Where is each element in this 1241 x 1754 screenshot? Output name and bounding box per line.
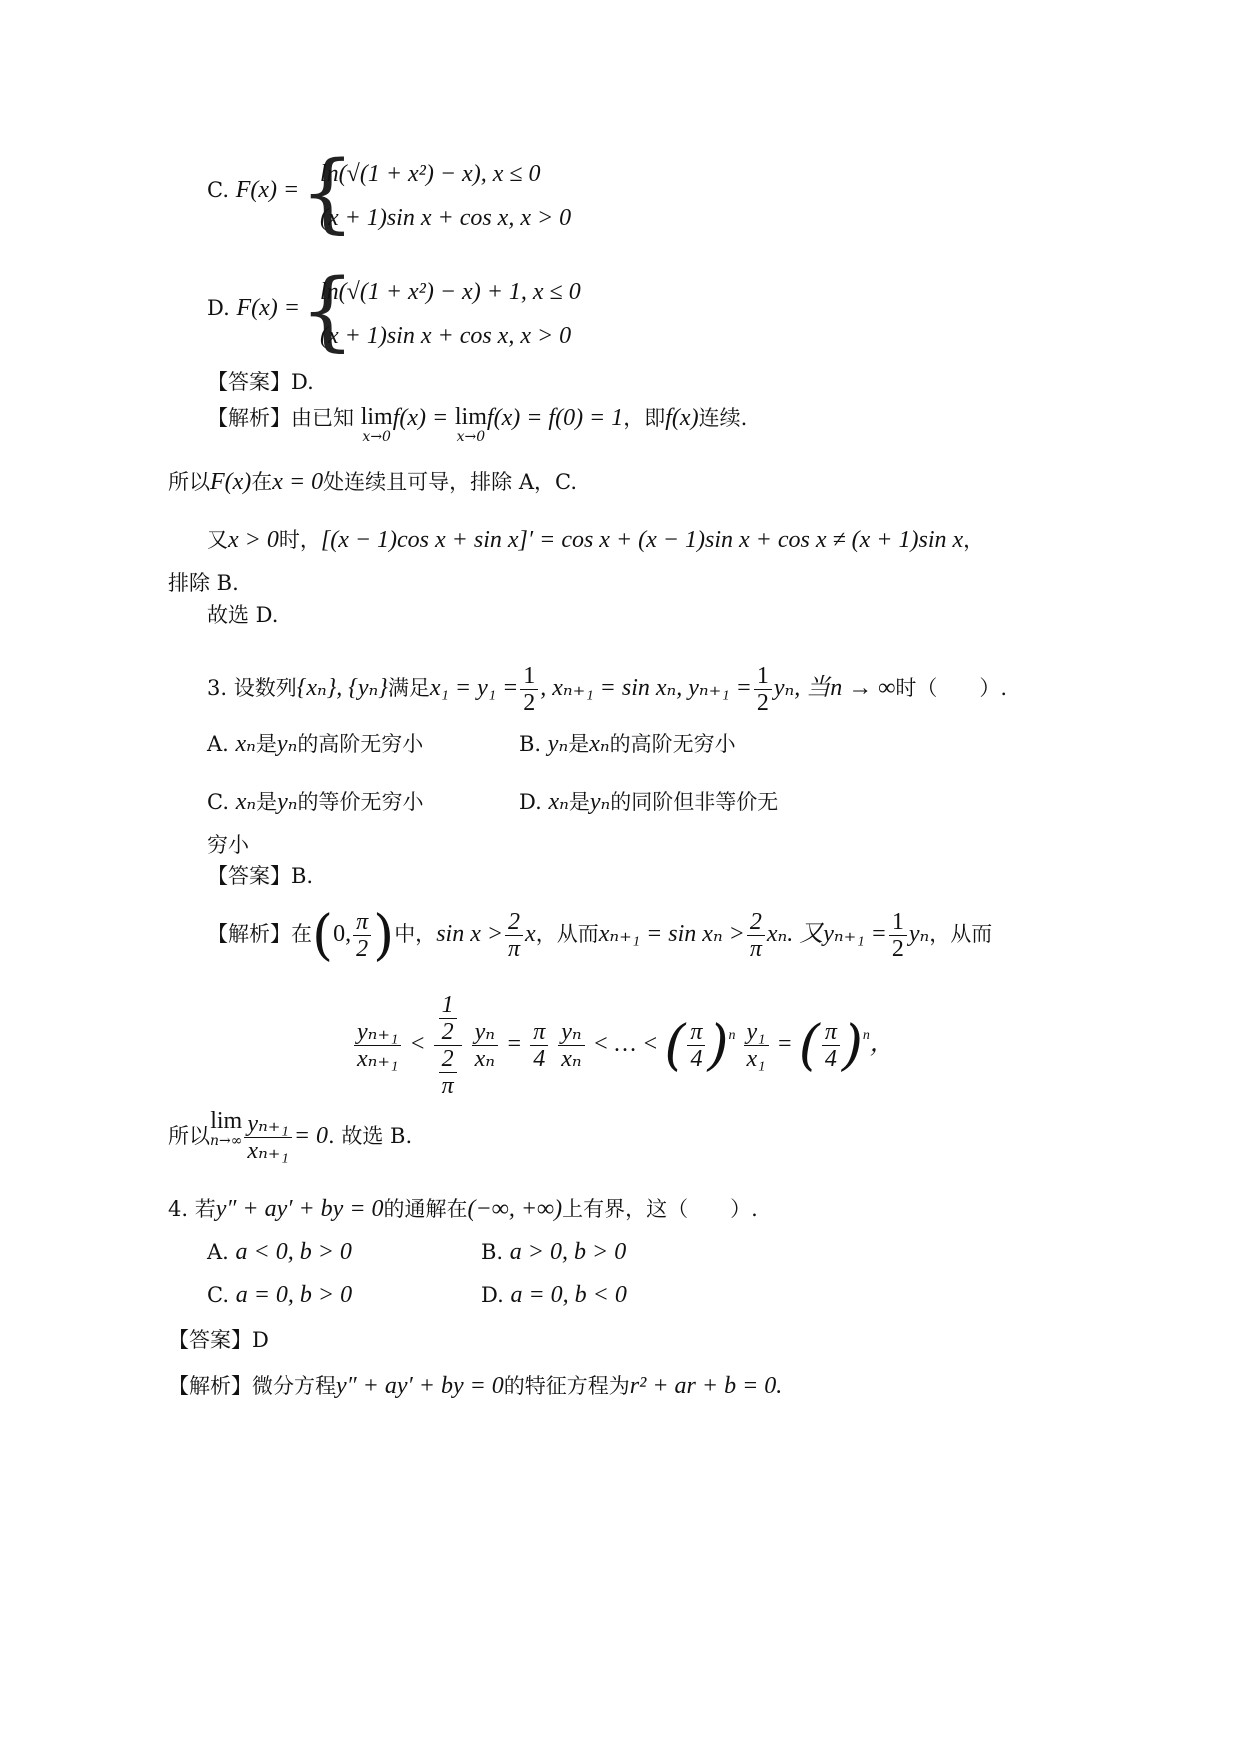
q3-display-formula xyxy=(352,980,894,1101)
text: 是 xyxy=(256,790,278,814)
q2-answer: 【答案】D. xyxy=(207,370,314,394)
denominator: xₙ₊₁ xyxy=(357,1045,399,1072)
text: 所以 xyxy=(168,470,210,494)
fraction-half xyxy=(439,992,457,1045)
analysis-label: 【解析】 xyxy=(207,406,291,430)
fraction-half xyxy=(520,663,538,716)
expr: , xₙ₊₁ = sin xₙ, yₙ₊₁ = xyxy=(540,675,752,701)
expr: (−∞, +∞) xyxy=(467,1196,563,1222)
denominator: π xyxy=(441,1072,454,1099)
q2-line-4: 排除 B. xyxy=(168,571,239,595)
q3-answer: 【答案】B. xyxy=(207,864,314,888)
denominator: 2 xyxy=(891,936,904,962)
analysis-label: 【解析】 xyxy=(207,922,291,946)
denominator: 2 xyxy=(523,690,536,716)
numerator: 1 xyxy=(520,663,538,690)
denominator: xₙ xyxy=(561,1045,582,1072)
q4-answer: 【答案】D xyxy=(168,1328,269,1352)
q2-line-5: 故选 D. xyxy=(207,603,279,627)
expr: xₙ₊₁ = sin xₙ > xyxy=(598,921,745,947)
denominator: xₙ₊₁ xyxy=(247,1138,289,1164)
fraction-y-over-x-next xyxy=(244,1111,291,1164)
option-label: C. xyxy=(207,790,229,814)
text: 的特征方程为 xyxy=(503,1374,630,1398)
q4-option-b xyxy=(481,1238,626,1266)
text: 中， xyxy=(394,922,437,946)
paren-open: ( xyxy=(312,903,334,967)
option-label: A. xyxy=(207,1240,229,1264)
lim-word: lim xyxy=(360,404,393,430)
fraction-2-pi xyxy=(439,1046,457,1099)
fraction-half xyxy=(889,909,907,962)
numerator: 1 xyxy=(754,663,772,690)
expr: a = 0, b < 0 xyxy=(510,1282,627,1308)
exponent-n: n xyxy=(728,1028,736,1043)
q2-line-2 xyxy=(168,468,577,496)
q3-option-b xyxy=(519,730,736,758)
fraction-y-over-x-next xyxy=(354,1019,401,1072)
limit-left xyxy=(361,404,393,444)
numerator: π xyxy=(353,909,371,936)
expr: xₙ xyxy=(766,921,788,947)
piecewise-brace: { xyxy=(300,143,355,243)
expr: x xyxy=(525,921,536,947)
text: 【解析】微分方程 xyxy=(168,1374,336,1398)
option-label: D. xyxy=(519,790,542,814)
text: ， xyxy=(869,1031,894,1057)
q3-conclusion xyxy=(168,1108,412,1164)
expr: xₙ xyxy=(589,731,610,757)
option-label: D. xyxy=(207,296,230,320)
expr: [(x − 1)cos x + sin x]′ = cos x + (x − 1)sin x + cos x ≠ (x + 1)sin x xyxy=(320,527,964,553)
piecewise-lhs: F(x) = xyxy=(235,177,300,203)
numerator: π xyxy=(822,1019,840,1046)
expr: f(x) = f(0) = 1 xyxy=(486,405,624,431)
q4-option-d xyxy=(481,1281,627,1309)
text: 上有界，这（ ）. xyxy=(562,1197,758,1221)
numerator: yₙ₊₁ xyxy=(244,1111,291,1138)
text: ，从而 xyxy=(535,922,599,946)
lim-word: lim xyxy=(454,404,487,430)
q3-analysis xyxy=(207,903,993,967)
fraction-pi-4 xyxy=(687,1019,705,1072)
q4-stem xyxy=(168,1195,758,1223)
expr: a > 0, b > 0 xyxy=(509,1239,627,1265)
piecewise-row-2: (x + 1)sin x + cos x, x > 0 xyxy=(320,323,572,349)
fraction-2-pi xyxy=(747,909,765,962)
q4-option-a xyxy=(207,1238,352,1266)
text: 时（ ）. xyxy=(895,676,1008,700)
expr: f(x) xyxy=(665,405,699,431)
numerator xyxy=(434,992,462,1046)
text: ，从而 xyxy=(929,922,993,946)
q2-option-c xyxy=(207,176,299,204)
numerator: yₙ xyxy=(558,1019,584,1046)
lim-sub: n→∞ xyxy=(210,1133,243,1149)
option-label: B. xyxy=(481,1240,504,1264)
compound-fraction xyxy=(434,992,462,1099)
expr: y″ + ay′ + by = 0 xyxy=(215,1196,384,1222)
q2-analysis xyxy=(207,404,747,444)
limit xyxy=(210,1108,242,1148)
lim-word: lim xyxy=(210,1108,243,1134)
expr: n → ∞ xyxy=(830,675,896,701)
denominator: 4 xyxy=(690,1045,703,1072)
q4-option-c xyxy=(207,1281,352,1309)
numerator: 2 xyxy=(747,909,765,936)
expr: = 0 xyxy=(293,1123,329,1149)
denominator: x₁ xyxy=(746,1045,766,1072)
text: 3. 设数列 xyxy=(207,676,297,700)
expr: xₙ xyxy=(235,731,256,757)
expr: F(x) xyxy=(210,469,252,495)
expr: yₙ₊₁ = xyxy=(823,921,887,947)
text: ， xyxy=(963,528,985,552)
text: ，即 xyxy=(623,406,666,430)
piecewise-brace: { xyxy=(300,261,355,361)
fraction-2-pi xyxy=(505,909,523,962)
text: 在 xyxy=(291,922,312,946)
expr: yₙ xyxy=(908,921,930,947)
expr: {xₙ}, {yₙ} xyxy=(296,675,388,701)
numerator: 1 xyxy=(439,992,457,1019)
text: 是 xyxy=(568,790,590,814)
equals: = xyxy=(505,1031,523,1057)
text: 由已知 xyxy=(291,406,354,430)
denominator: xₙ xyxy=(474,1045,495,1072)
expr: yₙ xyxy=(547,731,569,757)
denominator xyxy=(434,1046,462,1099)
piecewise-row-1: ln(√(1 + x²) − x) + 1, x ≤ 0 xyxy=(320,279,581,305)
text: 所以 xyxy=(168,1124,210,1148)
expr: x > 0 xyxy=(228,527,279,553)
q3-option-d xyxy=(519,788,778,816)
expr: x = 0 xyxy=(272,469,324,495)
expr: xₙ xyxy=(235,789,257,815)
lim-sub: x→0 xyxy=(456,429,486,445)
fraction-pi-2 xyxy=(353,909,371,962)
numerator: π xyxy=(687,1019,705,1046)
equals: < xyxy=(409,1031,426,1057)
text: . xyxy=(776,1373,783,1399)
q3-option-c xyxy=(207,788,423,816)
denominator: 2 xyxy=(756,690,769,716)
q2-line-3 xyxy=(207,526,984,554)
expr: xₙ xyxy=(548,789,569,815)
option-label: A. xyxy=(207,732,229,756)
denominator: 2 xyxy=(441,1018,454,1045)
text: 连续. xyxy=(698,406,748,430)
q3-option-d-cont: 穷小 xyxy=(207,833,249,857)
option-label: C. xyxy=(207,1283,229,1307)
expr: y″ + ay′ + by = 0 xyxy=(336,1373,504,1399)
expr: a = 0, b > 0 xyxy=(235,1282,353,1308)
text: 又 xyxy=(207,528,228,552)
piecewise-row-2: (x + 1)sin x + cos x, x > 0 xyxy=(320,205,572,231)
denominator: 2 xyxy=(356,936,369,962)
text: 是 xyxy=(255,732,277,756)
text: 的等价无穷小 xyxy=(297,790,424,814)
option-label: C. xyxy=(207,178,229,202)
text: 的高阶无穷小 xyxy=(609,732,736,756)
denominator: π xyxy=(508,936,521,962)
expr: a < 0, b > 0 xyxy=(235,1239,352,1265)
equals: = xyxy=(776,1031,793,1057)
numerator: 1 xyxy=(889,909,907,936)
paren-open: ( xyxy=(798,1013,820,1077)
text: 时， xyxy=(278,528,321,552)
denominator: π xyxy=(749,936,762,962)
text: 的高阶无穷小 xyxy=(297,732,424,756)
fraction-yn-xn xyxy=(558,1019,584,1072)
option-label: B. xyxy=(519,732,542,756)
expr: 0, xyxy=(333,921,352,947)
text: 是 xyxy=(568,732,590,756)
numerator: π xyxy=(530,1019,548,1046)
ellipsis: < … < xyxy=(592,1031,659,1057)
denominator: 4 xyxy=(824,1045,837,1072)
fraction-pi-4 xyxy=(530,1019,548,1072)
paren-close: ) xyxy=(707,1013,729,1077)
paren-close: ) xyxy=(373,903,395,967)
text: 满足 xyxy=(387,676,430,700)
text: 处连续且可导，排除 A，C. xyxy=(323,470,577,494)
lim-sub: x→0 xyxy=(362,429,391,445)
text: 在 xyxy=(251,470,273,494)
numerator: yₙ₊₁ xyxy=(354,1019,401,1046)
fraction-pi-4 xyxy=(822,1019,840,1072)
expr: r² + ar + b = 0 xyxy=(629,1373,777,1399)
piecewise-lhs: F(x) = xyxy=(236,295,300,321)
denominator: 4 xyxy=(533,1045,546,1072)
numerator: 2 xyxy=(439,1046,457,1073)
expr: . 又 xyxy=(787,921,824,947)
numerator: yₙ xyxy=(472,1019,498,1046)
expr: f(x) = xyxy=(392,405,449,431)
paren-close: ) xyxy=(841,1013,863,1077)
text: 4. 若 xyxy=(168,1197,216,1221)
q4-analysis xyxy=(168,1372,782,1400)
expr: sin x > xyxy=(436,921,504,947)
fraction-y1-x1 xyxy=(744,1019,769,1072)
option-label: D. xyxy=(481,1283,504,1307)
numerator: 2 xyxy=(505,909,523,936)
exponent-n: n xyxy=(862,1028,870,1043)
text: 的通解在 xyxy=(383,1197,468,1221)
expr: yₙ xyxy=(277,789,298,815)
q3-stem xyxy=(207,660,1007,716)
expr: yₙ xyxy=(276,731,298,757)
expr: , 当 xyxy=(794,675,831,701)
expr: x₁ = y₁ = xyxy=(429,675,519,701)
q2-option-d xyxy=(207,294,300,322)
limit-right xyxy=(455,404,487,444)
piecewise-row-1: ln(√(1 + x²) − x), x ≤ 0 xyxy=(320,161,541,187)
numerator: y₁ xyxy=(744,1019,769,1046)
expr: yₙ xyxy=(589,789,611,815)
fraction-half xyxy=(754,663,772,716)
expr: yₙ xyxy=(773,675,795,701)
q3-option-a xyxy=(207,730,423,758)
text: 的同阶但非等价无 xyxy=(610,790,779,814)
text: . 故选 B. xyxy=(328,1124,413,1148)
paren-open: ( xyxy=(664,1013,686,1077)
fraction-yn-xn xyxy=(472,1019,498,1072)
